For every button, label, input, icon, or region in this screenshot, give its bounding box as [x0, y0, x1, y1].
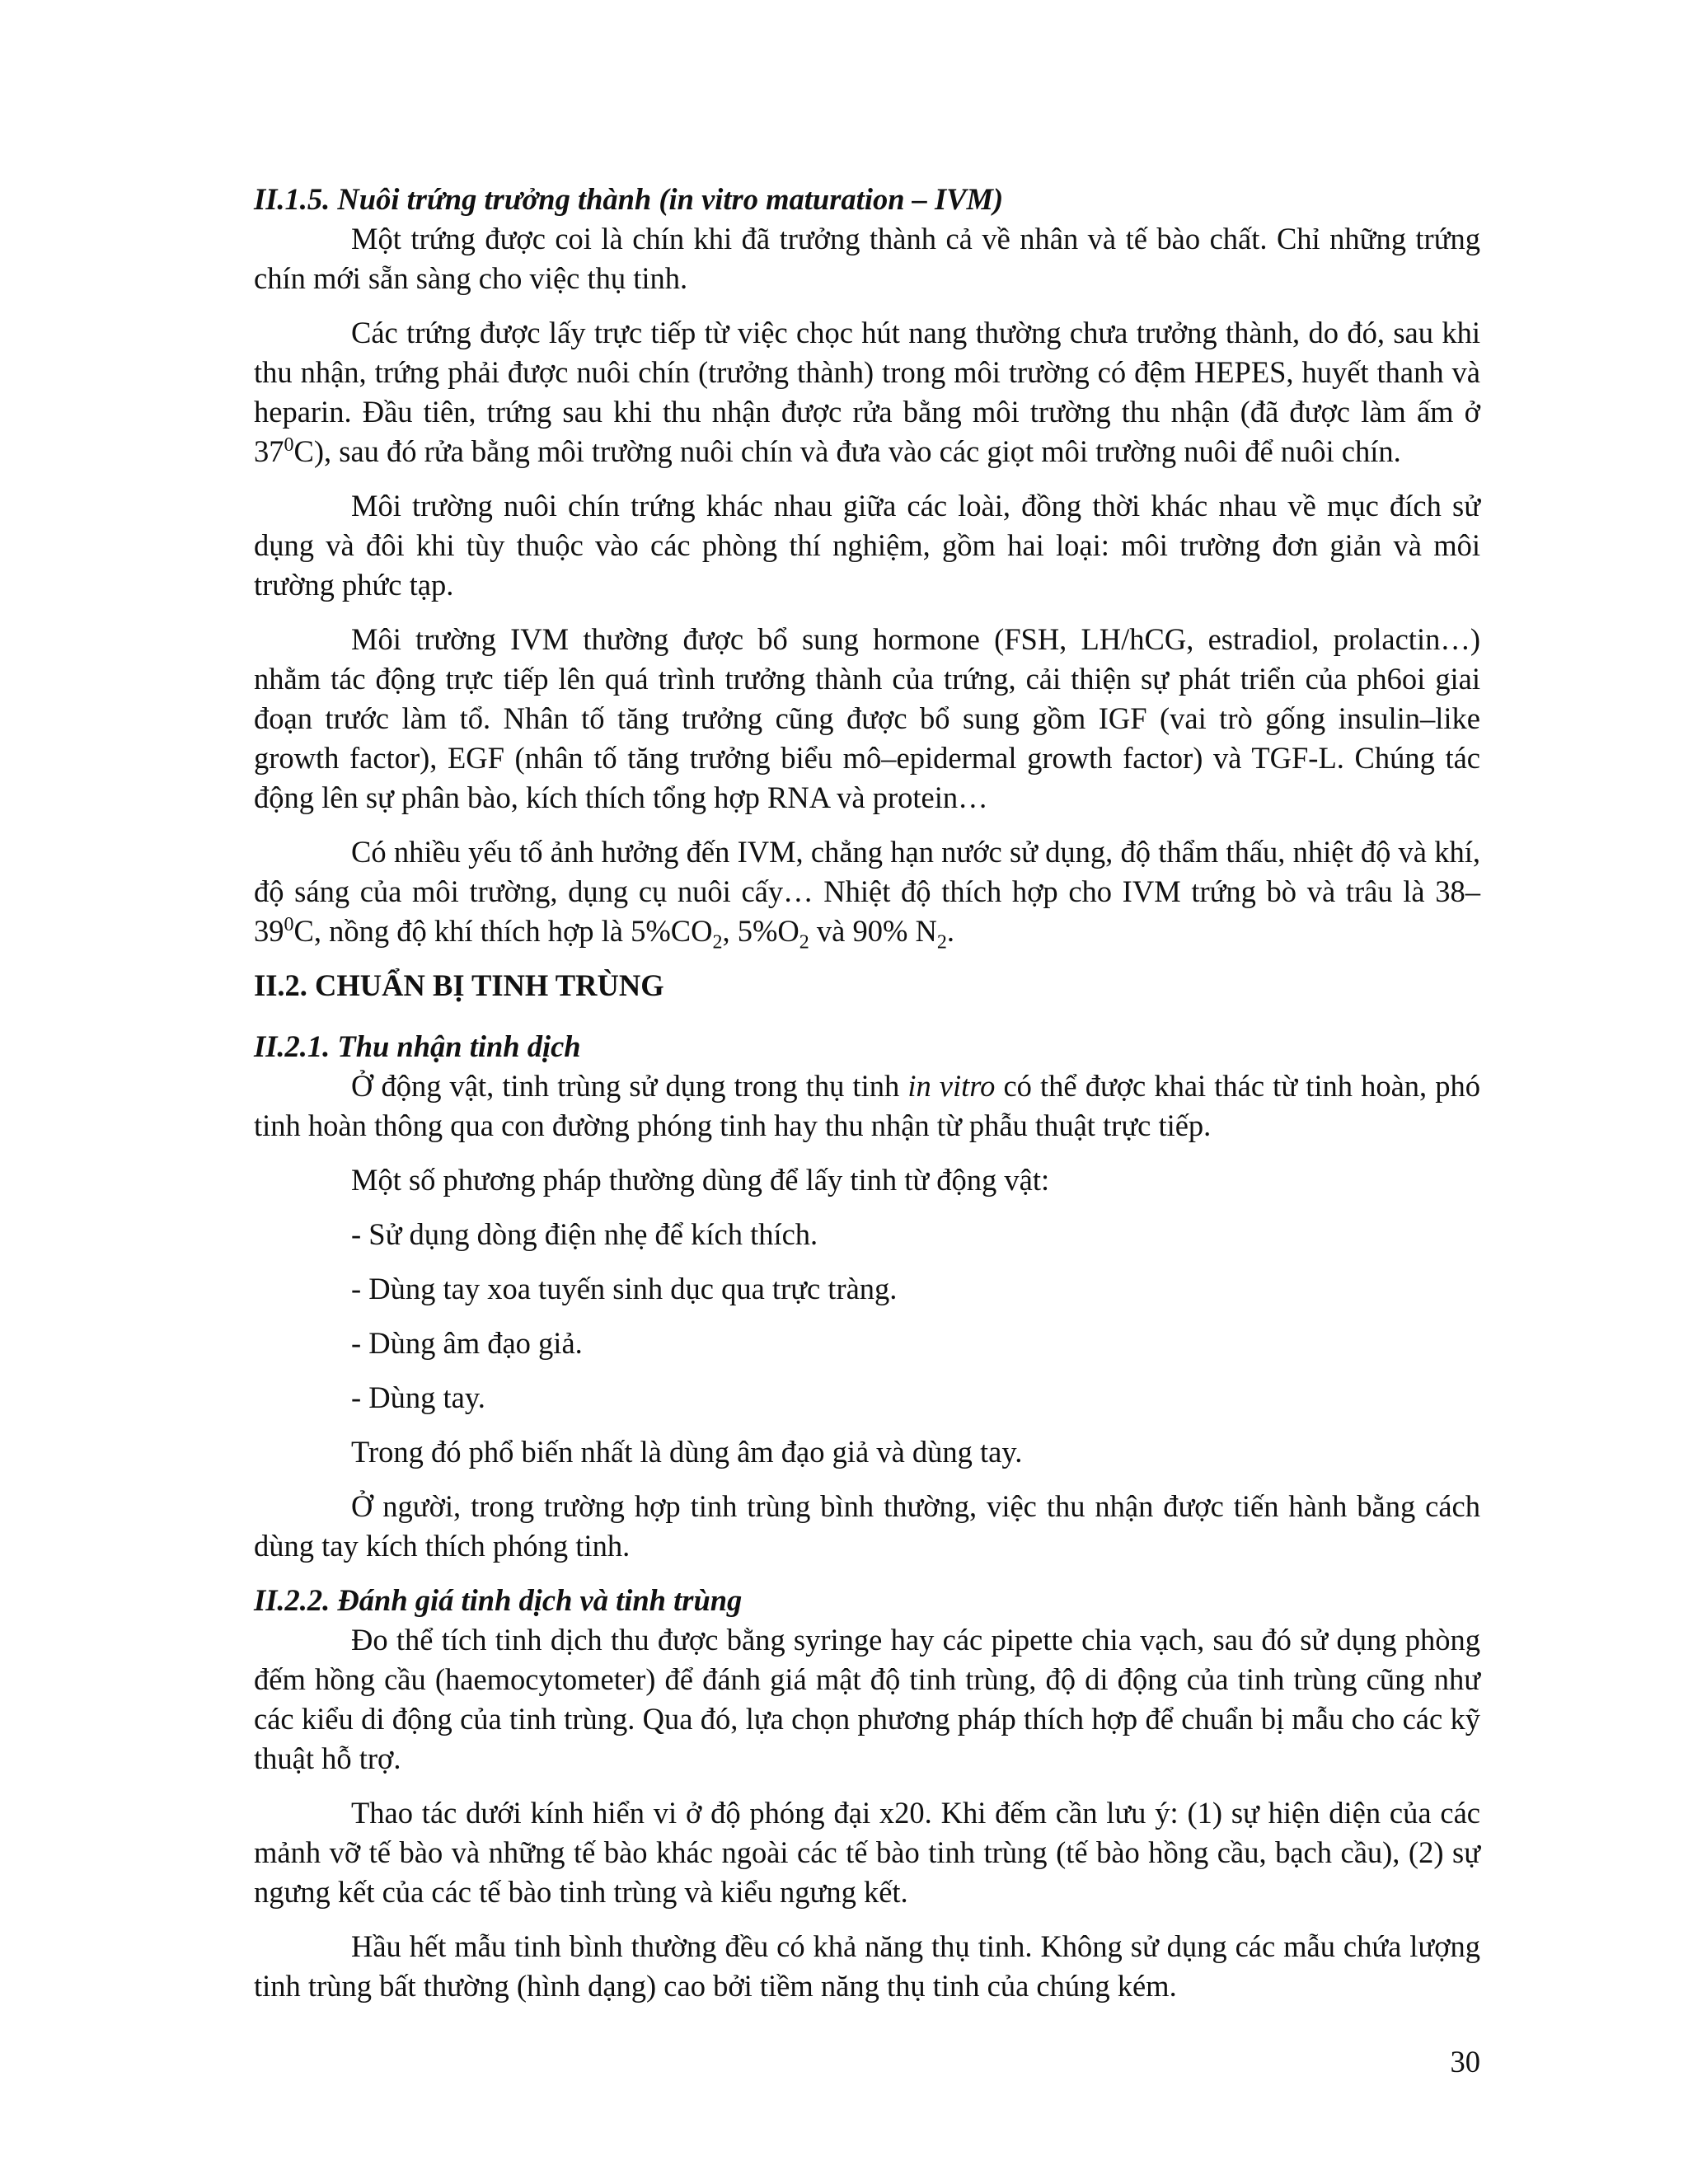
paragraph: Đo thể tích tinh dịch thu được bằng syringe hay các pipette chia vạch, sau đó sử dụng phòng đếm hồng cầu (haemocytometer) để đánh giá mật độ tinh trùng, độ di động của tinh trùng cũng như các kiểu di động của tinh trùng. Qua đó, lựa chọn phương pháp thích hợp để chuẩn bị mẫu cho các kỹ thuật hỗ trợ.	[254, 1623, 1480, 1775]
paragraph: Ở người, trong trường hợp tinh trùng bình thường, việc thu nhận được tiến hành bằng cách dùng tay kích thích phóng tinh.	[254, 1489, 1480, 1563]
paragraph: Thao tác dưới kính hiển vi ở độ phóng đại x20. Khi đếm cần lưu ý: (1) sự hiện diện của các mảnh vỡ tế bào và những tế bào khác ngoài các tế bào tinh trùng (tế bào hồng cầu, bạch cầu), (2) sự ngưng kết của các tế bào tinh trùng và kiểu ngưng kết.	[254, 1796, 1480, 1909]
list-item: - Dùng tay xoa tuyến sinh dục qua trực tràng.	[351, 1272, 898, 1305]
paragraph: Trong đó phổ biến nhất là dùng âm đạo giả và dùng tay.	[351, 1435, 1023, 1469]
page-number: 30	[1450, 2045, 1480, 2079]
page-content	[254, 180, 1480, 2021]
list-item: - Dùng tay.	[351, 1380, 485, 1414]
paragraph: Môi trường IVM thường được bổ sung hormone (FSH, LH/hCG, estradiol, prolactin…) nhằm tác động trực tiếp lên quá trình trưởng thành của trứng, cải thiện sự phát triển của ph6oi giai đoạn trước làm tổ. Nhân tố tăng trưởng cũng được bổ sung gồm IGF (vai trò gống insulin–like growth factor), EGF (nhân tố tăng trưởng biểu mô–epidermal growth factor) và TGF-L. Chúng tác động lên sự phân bào, kích thích tổng hợp RNA và protein…	[254, 622, 1480, 814]
paragraph: Hầu hết mẫu tinh bình thường đều có khả năng thụ tinh. Không sử dụng các mẫu chứa lượng tinh trùng bất thường (hình dạng) cao bởi tiềm năng thụ tinh của chúng kém.	[254, 1929, 1480, 2003]
list-item: - Sử dụng dòng điện nhẹ để kích thích.	[351, 1217, 818, 1251]
list-item: - Dùng âm đạo giả.	[351, 1326, 583, 1360]
paragraph: Một số phương pháp thường dùng để lấy tinh từ động vật:	[351, 1163, 1050, 1197]
paragraph: Một trứng được coi là chín khi đã trưởng thành cả về nhân và tế bào chất. Chỉ những trứng chín mới sẵn sàng cho việc thụ tinh.	[254, 222, 1480, 295]
paragraph: Ở động vật, tinh trùng sử dụng trong thụ tinh in vitro có thể được khai thác từ tinh hoàn, phó tinh hoàn thông qua con đường phóng tinh hay thu nhận từ phẫu thuật trực tiếp.	[254, 1069, 1480, 1142]
section-heading-semen-evaluation: II.2.2. Đánh giá tinh dịch và tinh trùng	[254, 1583, 743, 1617]
paragraph: Môi trường nuôi chín trứng khác nhau giữa các loài, đồng thời khác nhau về mục đích sử dụng và đôi khi tùy thuộc vào các phòng thí nghiệm, gồm hai loại: môi trường đơn giản và môi trường phức tạp.	[254, 489, 1480, 602]
paragraph: Có nhiều yếu tố ảnh hưởng đến IVM, chẳng hạn nước sử dụng, độ thẩm thấu, nhiệt độ và khí, độ sáng của môi trường, dụng cụ nuôi cấy… Nhiệt độ thích hợp cho IVM trứng bò và trâu là $38-39^0C$, nồng độ khí thích hợp là $5\%CO_2$, $5\%O_2$ và 90% $N_2$.	[254, 835, 1480, 954]
section-heading-ivm: II.1.5. Nuôi trứng trưởng thành (in vitro maturation – IVM)	[254, 182, 1004, 216]
section-heading-semen-collection: II.2.1. Thu nhận tinh dịch	[254, 1029, 581, 1063]
section-heading-sperm-prep: II.2. CHUẨN BỊ TINH TRÙNG	[254, 968, 664, 1002]
paragraph: Các trứng được lấy trực tiếp từ việc chọc hút nang thường chưa trưởng thành, do đó, sau khi thu nhận, trứng phải được nuôi chín (trưởng thành) trong môi trường có đệm HEPES, huyết thanh và heparin. Đầu tiên, trứng sau khi thu nhận được rửa bằng môi trường thu nhận (đã được làm ấm ở $37^0C$), sau đó rửa bằng môi trường nuôi chín và đưa vào các giọt môi trường nuôi để nuôi chín.	[254, 316, 1480, 468]
